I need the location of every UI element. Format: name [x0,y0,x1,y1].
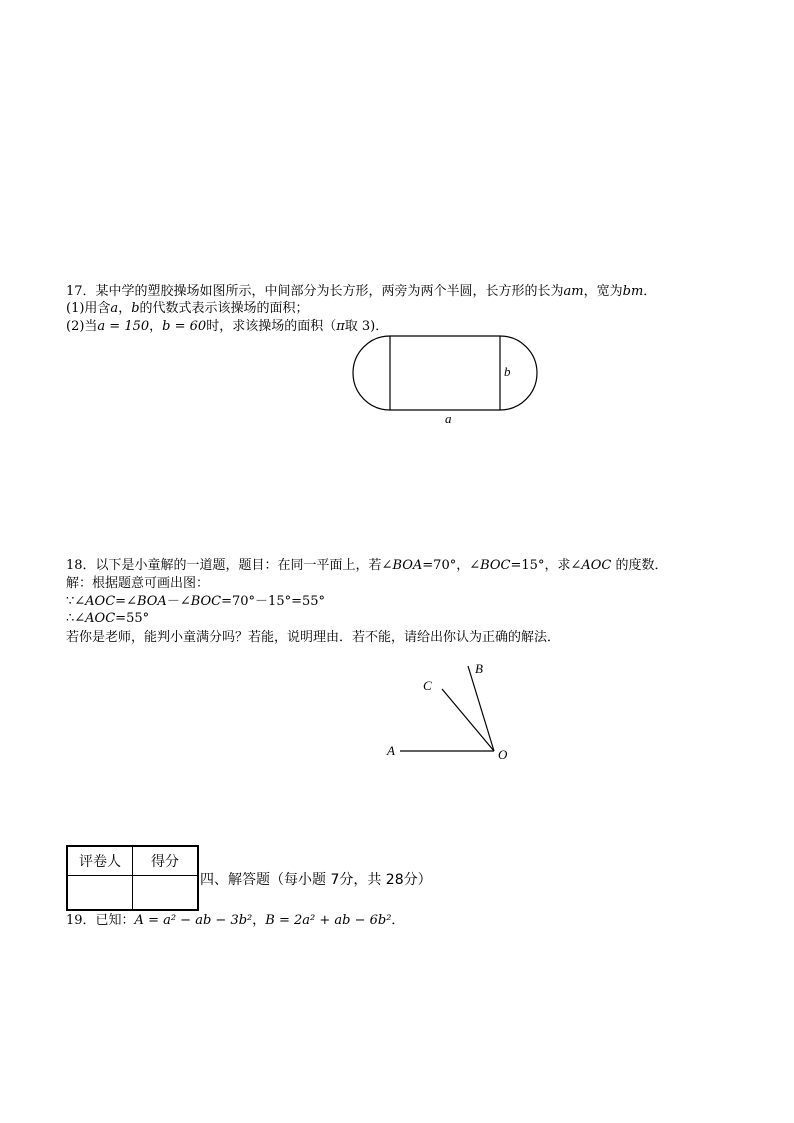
label-B: B [475,661,483,676]
q18-line1: 18．以下是小童解的一道题，题目：在同一平面上，若∠BOA=70°，∠BOC=15°，求∠AOC 的度数． [66,558,668,573]
q17-bm: bm [622,284,644,299]
q17-part2: (2)当a = 150，b = 60时，求该操场的面积（π取 3)． [66,319,389,334]
label-b: b [504,364,511,379]
ray-OC [442,689,494,751]
expr-B: B = 2a² + ab − 6b² [265,913,392,928]
q17-line1: 17．某中学的塑胶操场如图所示，中间部分为长方形，两旁为两个半圆，长方形的长为am，宽为bm． [66,284,657,299]
score-header: 得分 [133,846,199,876]
grader-cell [67,876,133,911]
label-A: A [387,743,395,758]
q19-line: 19．已知：A = a² − ab − 3b²，B = 2a² + ab − 6b²． [66,913,405,928]
q18-line3: ∵∠AOC=∠BOA－∠BOC=70°－15°=55° [66,594,326,609]
label-C: C [423,678,432,693]
ray-OB [468,666,494,751]
score-table [66,845,199,911]
expr-A: A = a² − ab − 3b² [134,913,253,928]
q18-line5: 若你是老师，能判小童满分吗？若能，说明理由．若不能，请给出你认为正确的解法． [66,630,561,645]
label-O: O [498,747,508,762]
score-cell [133,876,199,911]
section-title: 四、解答题（每小题 7分，共 28分） [200,872,432,888]
q17-stadium-figure [350,330,550,430]
q18-angle-figure [380,655,530,770]
q17-part1: (1)用含a，b的代数式表示该操场的面积； [66,301,309,316]
grader-header: 评卷人 [67,846,133,876]
label-a: a [445,411,452,426]
q18-line2: 解：根据题意可画出图： [66,576,210,591]
q17-am: am [563,284,584,299]
q18-line4: ∴∠AOC=55° [66,611,150,626]
